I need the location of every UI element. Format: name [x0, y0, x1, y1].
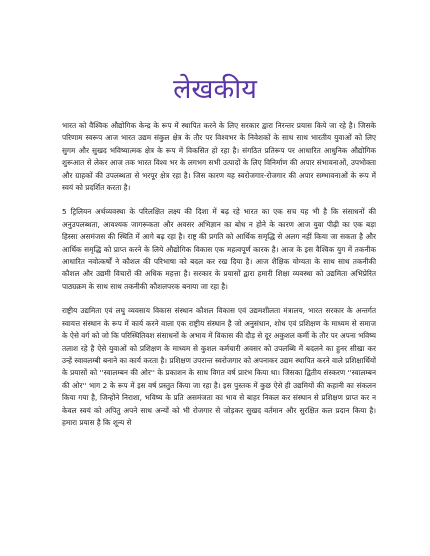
page-title: लेखकीय [173, 74, 257, 105]
paragraph: भारत को वैश्विक औद्योगिक केन्द्र के रूप में स्थापित करने के लिए सरकार द्वारा निरन्तर प्रयास किये जा रहे है। जिसके परिणाम स्वरूप आज भारत उद्यम संकुल क्षेत्र के तौर पर विश्वभर के निवेशकों के साथ साथ भारतीय युवाओं को लिए सुगम और सुखद भविष्यात्मक क्षेत्र के रूप में विकसित हो रहा है। संगठित प्रतिरूप पर आधारित आधुनिक औद्योगिक शुरूआत से लेकर आज तक भारत विश्व भर के लगभग सभी उत्पादों के लिए विनिर्माण की अपार संभावनाओं, उपभोक्ता और ग्राहकों की उपलब्धता से भरपूर क्षेत्र रहा है। जिस कारण यह स्वरोजगार-रोजगार की अपार सम्भावनाओं के रूप में स्वयं को प्रदर्शित करता है। [62, 121, 376, 193]
paragraph: राष्ट्रीय उद्यमिता एवं लघु व्यवसाय विकास संस्थान कौशल विकास एवं उद्यमशीलता मंत्रालय, भारत सरकार के अन्तर्गत स्वायत्त संस्थान के रूप में कार्य करने वाला एक राष्ट्रीय संस्थान है जो अनुसंधान, शोध एवं प्रशिक्षण के माध्यम से समाज के ऐसे वर्ग को जो कि परिस्थितिवश संसाधनों के अभाव में विकास की दौड़ से दूर अकुशल कर्मी के तौर पर अपना भविष्य तलाश रहे है ऐसे युवाओं को प्रशिक्षण के माध्यम से कुशल कर्मचारी अवसर को उपलब्धि में बदलने का हुनर सीखा कर उन्हें स्वावलम्बी बनाने का कार्य करता है। प्रशिक्षण उपरान्त स्वरोजगार को अपनाकर उद्यम स्थापित करने वाले प्रशिक्षार्थियों के प्रयासों को ''स्वालम्बन की ओर'' के प्रकाशन के साथ विगत वर्ष प्रारंभ किया था। जिसका द्वितीय संस्करण ''स्वालम्बन की ओर'' भाग 2 के रूप में इस वर्ष प्रस्तुत किया जा रहा है। इस पुस्तक में कुछ ऐसे ही उद्यमियों की कहानी का संकलन किया गया है, जिन्होंने निराशा, भविष्य के प्रति असमंजता का भाव से बाहर निकल कर संस्थान से प्रशिक्षण प्राप्त कर न केवल स्वयं को अपितु अपने साथ अन्यों को भी रोजगार से जोड़कर सुखद वर्तमान और सुरक्षित कल प्रदान किया है। हमारा प्रयास है कि शून्य से [62, 306, 376, 427]
body-text [62, 120, 376, 429]
paragraph: 5 ट्रिलियन अर्थव्यवस्था के परिलक्षित लक्ष्य की दिशा में बढ़ रहे भारत का एक सच यह भी है कि संसाधनों की अनुउपलब्धता, आवश्यक जागरूकता और अवसर अभिज्ञान का बोध न होने के कारण आज युवा पीढ़ी का एक बड़ा हिस्सा असमंजस की स्थिति में आगे बढ़ रहा है। राष्ट्र की प्रगति को आर्थिक समृद्धि से अलग नहीं किया जा सकता है और आर्थिक समृद्धि को प्राप्त करने के लिये औद्योगिक विकास एक महत्वपूर्ण कारक है। आज के इस वैश्विक युग में तकनीक आधारित नवोत्कर्षों ने कौशल की परिभाषा को बदल कर रख दिया है। आज शैक्षिक योग्यता के साथ साथ तकनीकी कौशल और उद्यमी विचारों की अधिक महत्ता है। सरकार के प्रयासों द्वारा हमारी शिक्षा व्यवस्था को उद्यमिता अभिप्रेरित पाठ्यक्रम के साथ साथ तकनीकी कौशलपरक बनाया जा रहा है। [62, 207, 376, 291]
